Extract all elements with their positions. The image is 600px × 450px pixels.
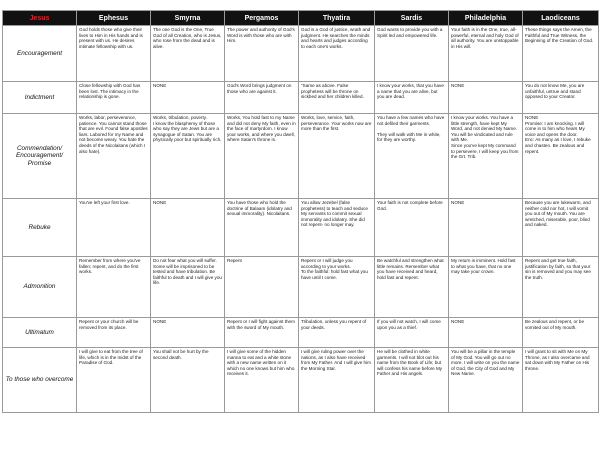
corner-header: Jesus [3,11,77,26]
table-cell: God wants to provide you with a Spirit led and empowered life. [375,26,449,82]
table-cell: I will give to eat from the tree of life, which is in the midst of the Paradise of God. [77,348,151,413]
table-cell: You have those who hold the doctrine of Balaam (idolatry and sexual immorality). Nicolaitans. [225,199,299,257]
table-cell: NONE [449,318,523,348]
column-header-philadelphia: Philadelphia [449,11,523,26]
table-cell: I will grant to sit with Me on My Throne, as I also overcame and sat down with My Father on His throne. [523,348,599,413]
table-cell: Works, You hold fast to my Name and did not deny My faith, even in the face of martyrdom. I know your works, and where you dwell, where Satan's throne is. [225,114,299,199]
row-label: Ultimatum [3,318,77,348]
table-cell: He will be clothed in white garments. I will not blot out his name from the Book of Life; but will confess his name before My Father and His angels. [375,348,449,413]
row-encouragement [3,26,599,82]
row-label: Encouragement [3,26,77,82]
row-commendation [3,114,599,199]
table-cell: Repent or I will fight against them with the sword of My mouth. [225,318,299,348]
table-cell: Works, tribulation, poverty. I know the blasphemy of those who say they are Jews but are a synagogue of Satan. You are physically poor but spiritually rich. [151,114,225,199]
table-cell: I know your works. You have a little strength, have kept My Word, and not denied My Name. You will be vindicated and rule with Me. Since you've kept My command to persevere, I will keep you from the Grt. Trib. [449,114,523,199]
row-indictment [3,82,599,114]
table-cell: You shall not be hurt by the second death. [151,348,225,413]
row-ultimatum [3,318,599,348]
column-header-pergamos: Pergamos [225,11,299,26]
column-header-thyatira: Thyatira [299,11,375,26]
table-cell: NONE [151,199,225,257]
table-cell: Your faith is not complete before God. [375,199,449,257]
table-cell: Be zealous and repent, or be vomited out of My mouth. [523,318,599,348]
row-admonition [3,257,599,318]
table-cell: God's Word brings judgment on those who are against it. [225,82,299,114]
row-label: To those who overcome [3,348,77,413]
row-to-those-who-overcome [3,348,599,413]
column-header-smyrna: Smyrna [151,11,225,26]
table-cell: I know your works, that you have a name that you are alive, but you are dead. [375,82,449,114]
table-cell: NONE [151,82,225,114]
table-cell: "Same as above. False prophetess will be throne on sickbed and her children killed. [299,82,375,114]
seven-churches-table [2,10,599,413]
table-cell: You allow Jezebel (false prophetess) to teach and seduce My servants to commit sexual immorality and idolatry. She did not repent- no longer may. [299,199,375,257]
column-header-laodiceans: Laodiceans [523,11,599,26]
table-cell: Repent or I will judge you according to your works. To the faithful: hold fast what you have until I come. [299,257,375,318]
table-cell: Remember from where you've fallen; repent, and do the first works. [77,257,151,318]
table-cell: You've left your first love. [77,199,151,257]
header-row [3,11,599,26]
table-cell: NONE [449,82,523,114]
table-cell: Close fellowship with God has been lost. The intimacy in the relationship is gone. [77,82,151,114]
table-cell: Your faith is in the One, true, all-powerful, eternal and holy God of all authority. You are unstoppable in His will. [449,26,523,82]
table-cell: NONE Promise: I am knocking. I will come in to him who hears My voice and opens the door. Enc: As many as I love, I rebuke and chasten. Be zealous and repent. [523,114,599,199]
table-cell: I will give ruling power over the nations, as I also have received from My Father. And I will give him the Morning Star. [299,348,375,413]
table-cell: Tribulation, unless you repent of your deeds. [299,318,375,348]
column-header-ephesus: Ephesus [77,11,151,26]
table-cell: NONE [151,318,225,348]
table-cell: I will give some of the hidden manna to eat and a white stone with a new name written on it which no one knows but him who receives it. [225,348,299,413]
table-cell: Do not fear what you will suffer. Some will be imprisoned to be tested and have tribulation. Be faithful to death and I will give you life. [151,257,225,318]
row-label: Rebuke [3,199,77,257]
table-cell: Repent and get true faith, justification by faith, so that your sin is removed and you may see the truth. [523,257,599,318]
table-cell: These things says the Amen, the Faithful and True Witness, the Beginning of the Creation of God. [523,26,599,82]
table-cell: God is a God of justice, wrath and judgment. He searches the minds and hearts and judges according to each one's works. [299,26,375,82]
table-cell: Because you are lukewarm, and neither cold nor hot, I will vomit you out of My mouth. You are wretched, miserable, poor, blind and naked. [523,199,599,257]
table-cell: Repent or your church will be removed from its place. [77,318,151,348]
table-cell: Works, love, service, faith, perseverance. Your works now are more than the first. [299,114,375,199]
table-cell: Works, labor, perseverance, patience. You cannot stand those that are evil. Found false apostles liars. Labored for my Name and not become weary. You hate the deeds of the Nicolaitans (which I also hate). [77,114,151,199]
table-cell: Be watchful and strengthen what little remains. Remember what you have received and heard, hold fast and repent. [375,257,449,318]
row-label: Indictment [3,82,77,114]
table-cell: The power and authority of God's Word is with those who are with Him. [225,26,299,82]
table-cell: If you will not watch, I will come upon you as a thief. [375,318,449,348]
table-cell: The one God is the One, True God of all Creation, who is Jesus, who rose from the dead and is alive. [151,26,225,82]
table-cell: NONE [449,199,523,257]
table-cell: Repent [225,257,299,318]
table-cell: You have a few names who have not defiled their garments. They will walk with Me in white, for they are worthy. [375,114,449,199]
table-cell: God holds those who give their lives to Him in His hands and is present with us. He desires intimate fellowship with us. [77,26,151,82]
row-label: Commendation/ Encouragement/ Promise [3,114,77,199]
column-header-sardis: Sardis [375,11,449,26]
row-label: Admonition [3,257,77,318]
table-cell: You do not know Me, you are unfaithful, untrue and stand opposed to your Creator. [523,82,599,114]
table-cell: You will be a pillar in the temple of My God. You will go out no more. I will write on you the name of God, the City of God and My New Name. [449,348,523,413]
row-rebuke [3,199,599,257]
table-cell: My return is imminent. Hold fast to what you have, that no one may take your crown. [449,257,523,318]
